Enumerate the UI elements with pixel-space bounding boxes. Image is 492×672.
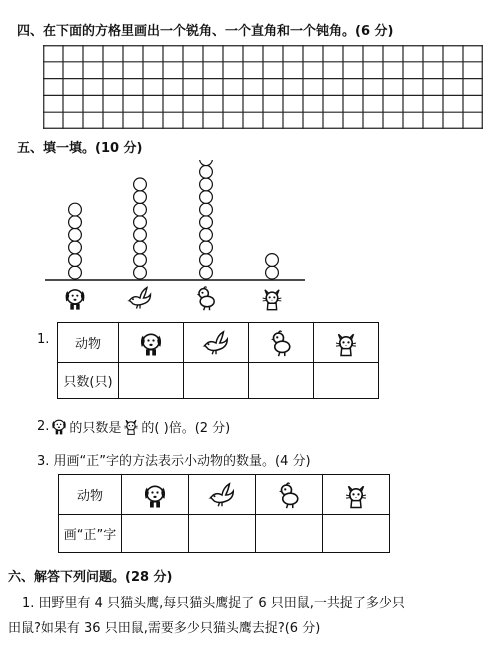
count-input-chick[interactable] [249,363,314,399]
dog-icon [66,290,85,310]
animal-label: 动物 [74,337,101,352]
bead [134,228,147,241]
chick-icon [197,287,215,310]
count-input-cat[interactable] [314,363,379,399]
tally-cell-dog [122,475,189,515]
animal-cell-dog [119,323,184,363]
section5-heading: 五、填一填。(10 分) [17,141,143,156]
cat-icon [121,416,141,436]
bead [200,254,213,267]
section4-heading: 四、在下面的方格里画出一个锐角、一个直角和一个钝角。(6 分) [17,24,394,39]
bead [200,178,213,191]
dog-icon [140,480,170,510]
bead [200,241,213,254]
q1-number: 1. [37,332,50,347]
animal-cell-chick [249,323,314,363]
dove-icon [127,288,150,309]
dog-icon [136,328,166,358]
cat-icon [263,290,282,310]
animal-label-cell [58,323,119,363]
q2-line [37,416,230,436]
bead [69,254,82,267]
drawing-grid[interactable] [43,45,483,129]
bead [134,254,147,267]
bead [69,203,82,216]
bead [200,203,213,216]
q2-text-end: 的( )倍。(2 分) [141,420,231,436]
tally-table [58,474,390,553]
bead [134,216,147,229]
q2-number: 2. [37,418,50,434]
chick-icon [274,480,304,510]
chick-icon [266,328,296,358]
tally-animal-label-cell [59,475,122,515]
tally-label: 画“正”字 [63,528,117,543]
bead [200,160,213,166]
animal-cell-cat [314,323,379,363]
dog-icon [136,328,166,358]
dove-icon [207,480,237,510]
q2-text-mid: 的只数是 [69,420,122,436]
chick-icon [266,328,296,358]
bead [134,178,147,191]
bead [200,191,213,204]
bead [200,216,213,229]
tally-input-dog[interactable] [122,515,189,553]
tally-animal-label: 动物 [76,489,103,504]
count-input-dog[interactable] [119,363,184,399]
dove-icon [207,480,237,510]
bead [69,241,82,254]
tally-input-cat[interactable] [323,515,390,553]
section6-heading: 六、解答下列问题。(28 分) [8,570,173,585]
chick-icon [274,480,304,510]
dog-icon [140,480,170,510]
bead [69,228,82,241]
dove-icon [201,328,231,358]
bead-counter-figure [40,160,310,320]
tally-input-dove[interactable] [189,515,256,553]
grid-lines [43,45,483,129]
bead [266,266,279,279]
count-input-dove[interactable] [184,363,249,399]
bead [200,266,213,279]
tally-cell-cat [323,475,390,515]
problem1-line2: 田鼠?如果有 36 只田鼠,需要多少只猫头鹰去捉?(6 分) [8,621,321,636]
tally-input-chick[interactable] [256,515,323,553]
dog-icon [49,416,69,436]
dog-icon [49,416,69,436]
count-label: 只数(只) [63,375,113,390]
bead [266,254,279,267]
bead [134,203,147,216]
q3-text: 3. 用画“正”字的方法表示小动物的数量。(4 分) [37,454,311,469]
bead [200,165,213,178]
bead-columns [40,160,310,320]
count-label-cell [58,363,119,399]
bead [134,191,147,204]
cat-icon [341,480,371,510]
bead [69,266,82,279]
cat-icon [331,328,361,358]
cat-icon [121,416,141,436]
animal-count-table [57,322,379,399]
cat-icon [341,480,371,510]
dove-icon [201,328,231,358]
bead [134,241,147,254]
tally-cell-chick [256,475,323,515]
bead [134,266,147,279]
tally-label-cell [59,515,122,553]
bead [200,228,213,241]
cat-icon [331,328,361,358]
animal-cell-dove [184,323,249,363]
bead [69,216,82,229]
tally-cell-dove [189,475,256,515]
problem1-line1: 1. 田野里有 4 只猫头鹰,每只猫头鹰捉了 6 只田鼠,一共捉了多少只 [22,596,405,611]
